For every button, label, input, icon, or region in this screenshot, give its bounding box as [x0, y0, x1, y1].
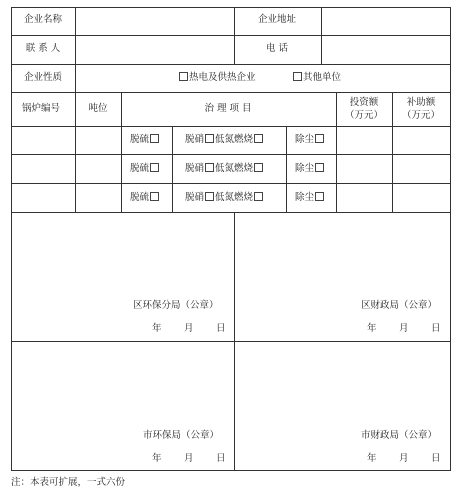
date-day: 日 [431, 453, 441, 464]
col-line [321, 7, 322, 64]
row-line [11, 183, 451, 184]
checkbox-icon[interactable] [315, 163, 324, 172]
district-finance-stamp: 区财政局（公章） [361, 300, 438, 311]
col-line [75, 92, 76, 212]
date-year: 年 [152, 453, 162, 464]
option-other[interactable] [292, 72, 341, 84]
boiler-no-header: 锅炉编号 [21, 103, 61, 114]
date-month: 月 [184, 323, 194, 334]
col-line [172, 126, 173, 212]
company-type-label: 企业性质 [23, 72, 63, 83]
desulfur-option[interactable] [130, 134, 160, 146]
checkbox-icon[interactable] [254, 134, 263, 143]
option-heat[interactable] [178, 72, 256, 84]
contact-label: 联 系 人 [25, 43, 61, 54]
desulfur-label: 脱硫 [130, 192, 150, 203]
treatment-header: 治 理 项 目 [204, 103, 252, 114]
row-line [11, 35, 451, 36]
city-finance-stamp: 市财政局（公章） [361, 430, 438, 441]
low-nox-label: 低氮燃烧 [215, 192, 254, 203]
low-nox-label: 低氮燃烧 [215, 163, 254, 174]
denitration-label: 脱硝 [185, 192, 205, 203]
checkbox-icon[interactable] [254, 163, 263, 172]
denitration-option[interactable] [185, 163, 264, 175]
date-month: 月 [399, 453, 409, 464]
dust-label: 除尘 [295, 163, 315, 174]
desulfur-label: 脱硫 [130, 134, 150, 145]
checkbox-icon[interactable] [205, 163, 214, 172]
checkbox-icon[interactable] [254, 192, 263, 201]
investment-header: 投资额 [349, 97, 379, 108]
checkbox-icon[interactable] [315, 134, 324, 143]
dust-label: 除尘 [295, 134, 315, 145]
company-address-label: 企业地址 [257, 14, 297, 25]
district-env-stamp: 区环保分局（公章） [133, 300, 219, 311]
checkbox-icon[interactable] [315, 192, 324, 201]
denitration-label: 脱硝 [185, 163, 205, 174]
col-line [336, 92, 337, 212]
row-line [11, 64, 451, 65]
investment-unit: （万元） [344, 110, 384, 121]
date-day: 日 [216, 323, 226, 334]
col-line [286, 126, 287, 212]
phone-label: 电 话 [265, 43, 289, 54]
denitration-option[interactable] [185, 192, 264, 204]
option-heat-label: 热电及供热企业 [189, 72, 256, 83]
date-month: 月 [399, 323, 409, 334]
checkbox-icon[interactable] [150, 192, 159, 201]
dust-option[interactable] [295, 134, 325, 146]
checkbox-icon[interactable] [205, 134, 214, 143]
date-year: 年 [367, 323, 377, 334]
desulfur-label: 脱硫 [130, 163, 150, 174]
checkbox-icon[interactable] [150, 163, 159, 172]
option-other-label: 其他单位 [303, 72, 342, 83]
row-line [11, 92, 451, 93]
checkbox-icon[interactable] [179, 72, 188, 81]
date-year: 年 [367, 453, 377, 464]
subsidy-header: 补助额 [406, 97, 436, 108]
col-line [121, 92, 122, 212]
tonnage-header: 吨位 [88, 103, 108, 114]
checkbox-icon[interactable] [293, 72, 302, 81]
desulfur-option[interactable] [130, 192, 160, 204]
col-line [234, 7, 235, 64]
subsidy-unit: （万元） [401, 110, 441, 121]
denitration-option[interactable] [185, 134, 264, 146]
col-line [234, 212, 235, 471]
city-env-stamp: 市环保局（公章） [143, 430, 220, 441]
dust-option[interactable] [295, 192, 325, 204]
col-line [392, 92, 393, 212]
date-month: 月 [184, 453, 194, 464]
col-line [75, 64, 76, 92]
date-day: 日 [431, 323, 441, 334]
denitration-label: 脱硝 [185, 134, 205, 145]
footnote: 注：本表可扩展，一式六份 [11, 477, 126, 488]
row-line [11, 154, 451, 155]
row-line [11, 126, 451, 127]
date-year: 年 [152, 323, 162, 334]
date-day: 日 [216, 453, 226, 464]
company-name-label: 企业名称 [23, 14, 63, 25]
desulfur-option[interactable] [130, 163, 160, 175]
dust-label: 除尘 [295, 192, 315, 203]
row-line [11, 212, 451, 213]
low-nox-label: 低氮燃烧 [215, 134, 254, 145]
col-line [75, 7, 76, 64]
checkbox-icon[interactable] [150, 134, 159, 143]
checkbox-icon[interactable] [205, 192, 214, 201]
dust-option[interactable] [295, 163, 325, 175]
row-line [11, 341, 451, 342]
